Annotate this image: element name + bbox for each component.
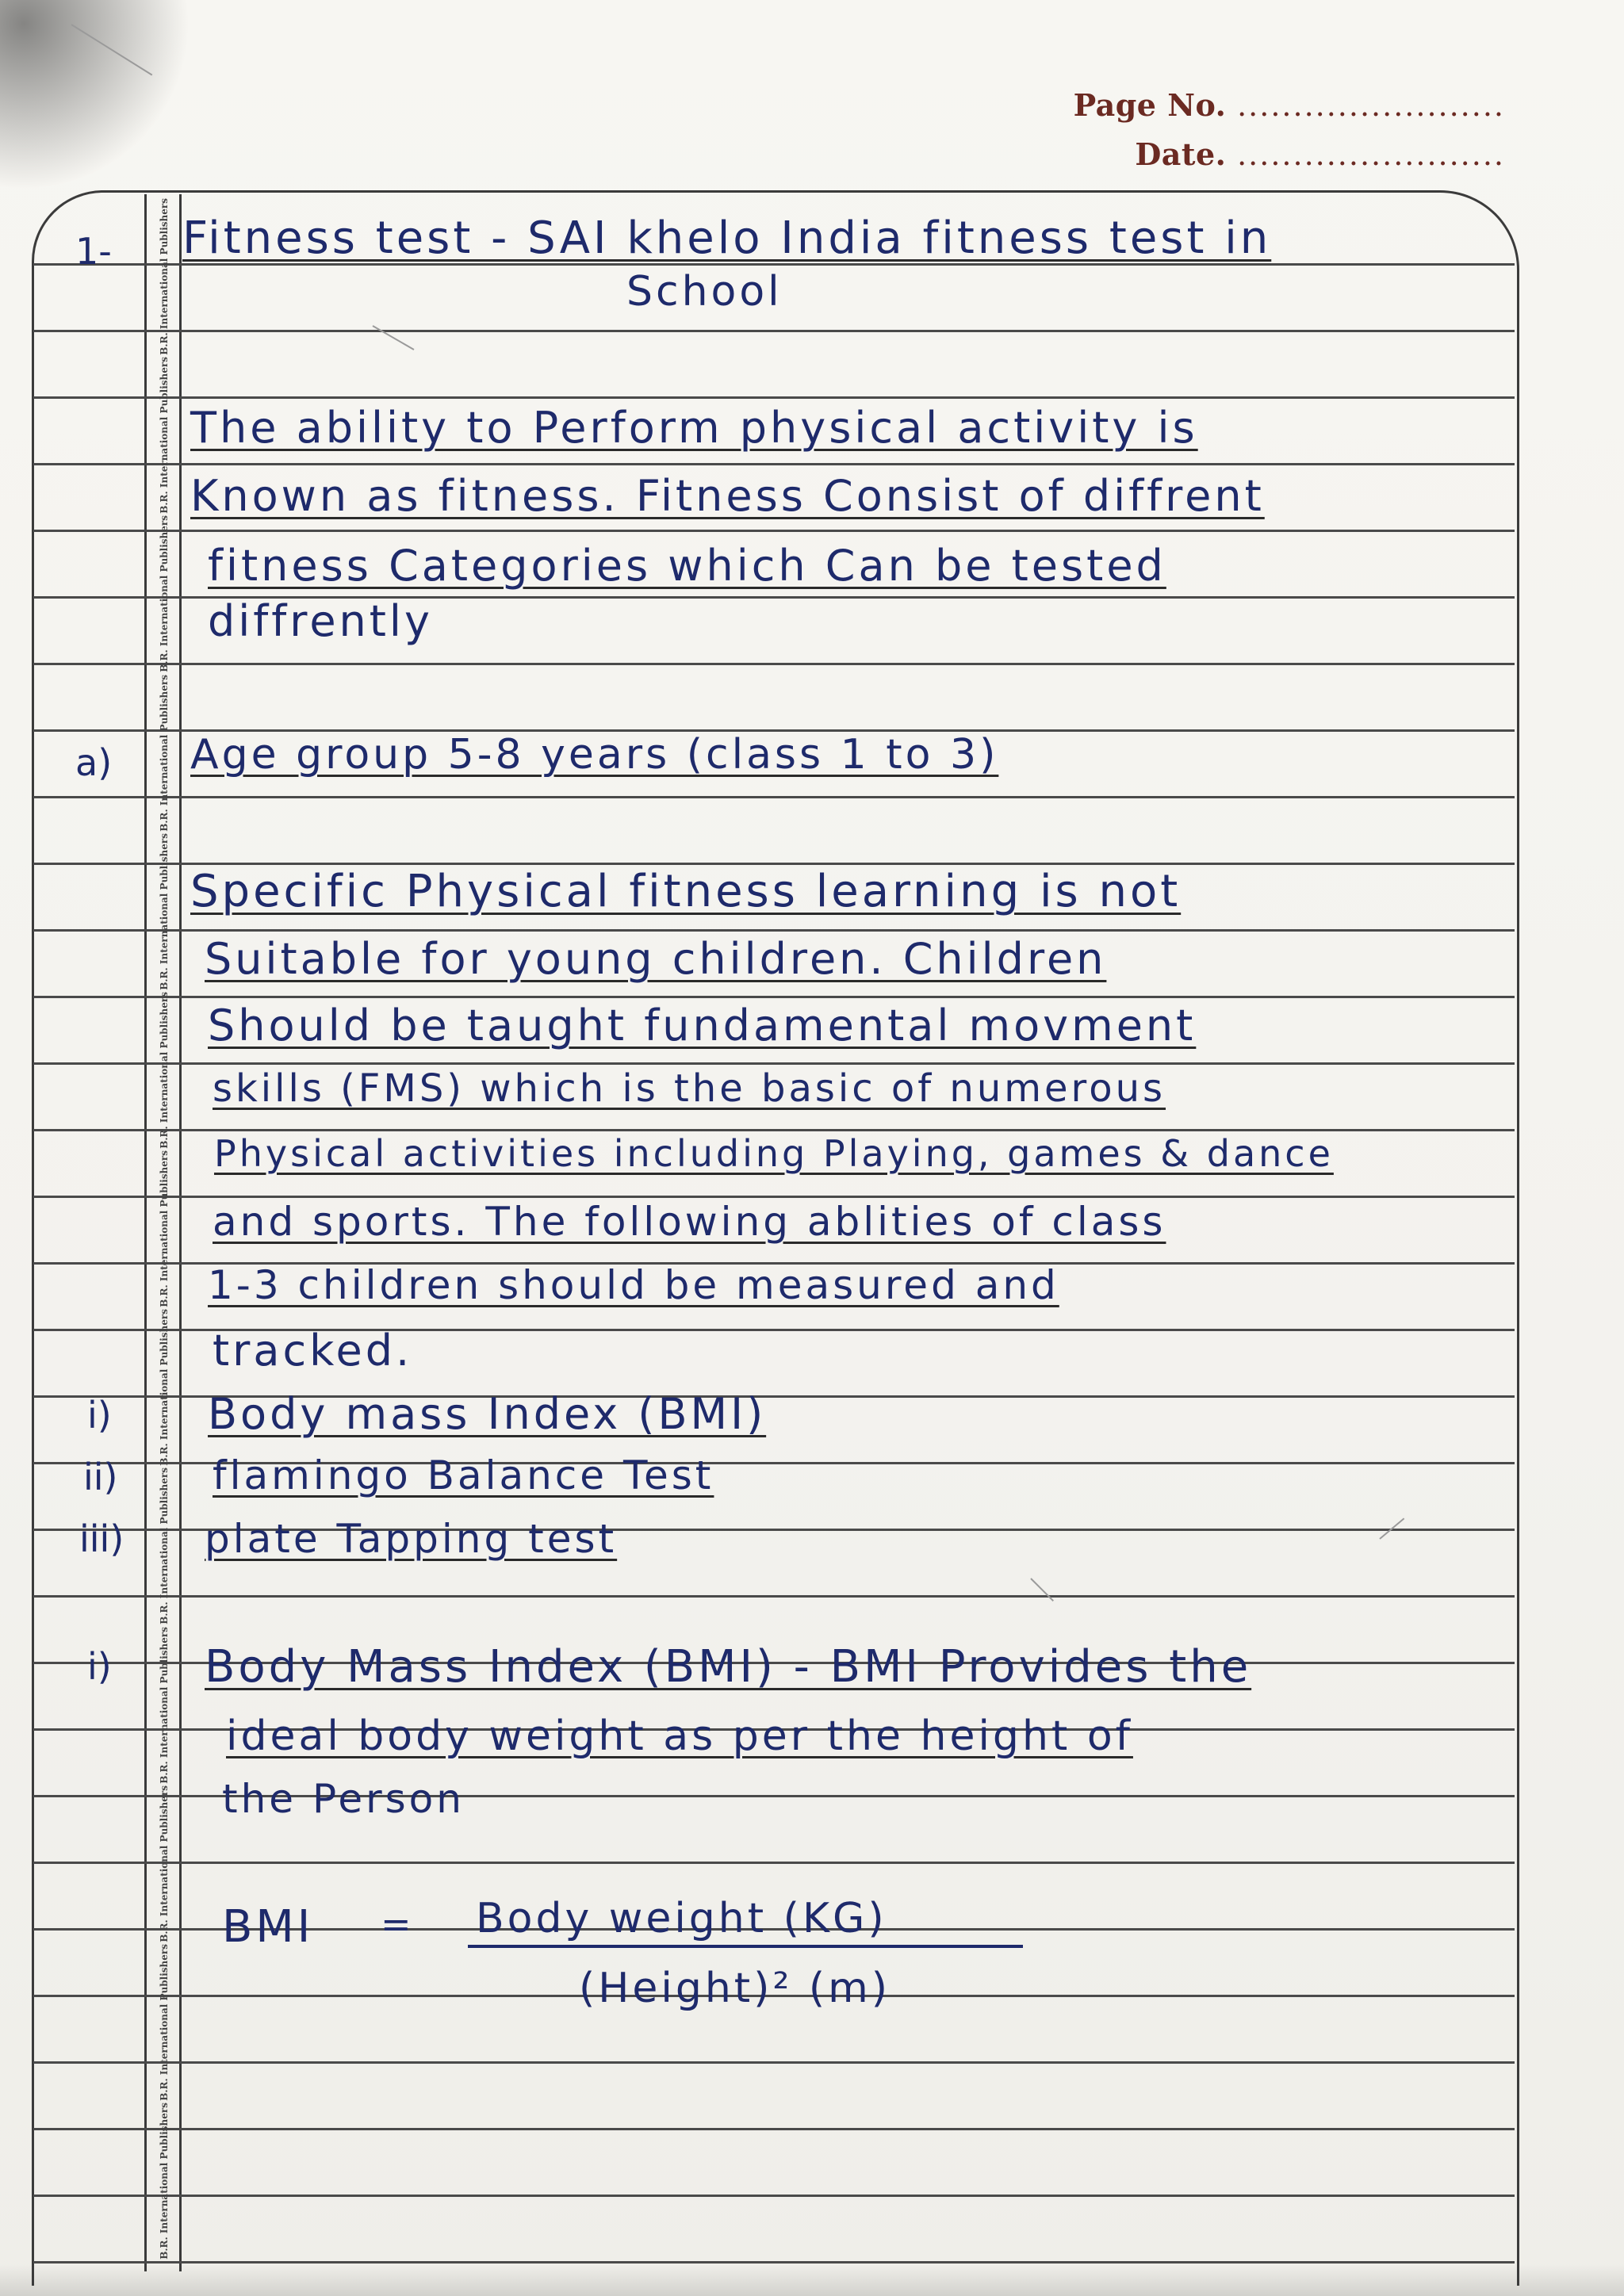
bmi-line: ideal body weight as per the height of	[226, 1712, 1133, 1760]
publisher-text: B.R. International Publishers	[159, 991, 170, 1149]
ruled-line	[33, 2195, 1515, 2197]
fraction-bar	[468, 1945, 1023, 1948]
test-label: i)	[87, 1394, 112, 1437]
question-number: 1-	[75, 230, 112, 273]
page-title-line2: School	[626, 268, 783, 316]
publisher-text: B.R. International Publishers	[159, 674, 170, 832]
intro-line: Known as fitness. Fitness Consist of diffrent	[190, 471, 1265, 521]
ruled-line	[33, 396, 1515, 399]
corner-shadow	[0, 0, 190, 190]
publisher-strip	[152, 198, 176, 2260]
ruled-line	[33, 863, 1515, 865]
publisher-text: B.R. International Publishers	[159, 2103, 170, 2260]
ruled-line	[33, 1595, 1515, 1598]
page-title: Fitness test - SAI khelo India fitness test in	[182, 212, 1272, 264]
publisher-text: B.R. International Publishers	[159, 1785, 170, 1942]
body-line: skills (FMS) which is the basic of numerous	[213, 1066, 1166, 1111]
publisher-text: B.R. International Publishers	[159, 1943, 170, 2101]
intro-line: fitness Categories which Can be tested	[208, 541, 1166, 591]
publisher-text: B.R. International Publishers	[159, 1309, 170, 1466]
ruled-line	[33, 1862, 1515, 1864]
bmi-line: the Person	[222, 1776, 465, 1822]
body-line: and sports. The following ablities of class	[213, 1199, 1166, 1245]
ruled-line	[33, 1196, 1515, 1198]
test-label: iii)	[79, 1517, 124, 1560]
body-line: tracked.	[213, 1326, 413, 1376]
test-item: plate Tapping test	[205, 1516, 618, 1562]
margin-line-right	[179, 194, 182, 2271]
page-no-field	[1074, 87, 1505, 123]
body-line: Suitable for young children. Children	[205, 934, 1107, 984]
ruled-line	[33, 530, 1515, 532]
page-no-dots: ........................	[1237, 88, 1505, 123]
formula-denominator: (Height)² (m)	[579, 1965, 891, 2012]
date-dots: ........................	[1237, 137, 1505, 172]
intro-line: diffrently	[208, 596, 433, 646]
formula-numerator: Body weight (KG)	[476, 1895, 887, 1942]
formula-lhs: BMI	[222, 1901, 314, 1953]
ruled-line	[33, 996, 1515, 998]
page-no-label: Page No.	[1073, 87, 1227, 123]
section-heading: Age group 5-8 years (class 1 to 3)	[190, 731, 999, 779]
ruled-line	[33, 929, 1515, 932]
ruled-line	[33, 330, 1515, 332]
publisher-text: B.R. International Publishers	[159, 1626, 170, 1784]
intro-line: The ability to Perform physical activity is	[190, 403, 1198, 453]
publisher-text: B.R. International Publishers	[159, 357, 170, 514]
ruled-line	[33, 1129, 1515, 1131]
body-line: Should be taught fundamental movment	[208, 1001, 1197, 1050]
ruled-line	[33, 463, 1515, 465]
ruled-line	[33, 2261, 1515, 2263]
date-label: Date.	[1135, 136, 1227, 172]
publisher-text: B.R. International Publishers	[159, 515, 170, 673]
ruled-line	[33, 2061, 1515, 2064]
date-field	[1135, 136, 1505, 172]
publisher-text: B.R. International Publishers	[159, 1150, 170, 1307]
formula-equals: =	[381, 1903, 415, 1946]
ruled-line	[33, 663, 1515, 665]
body-line: 1-3 children should be measured and	[208, 1262, 1059, 1308]
publisher-text: B.R. International Publishers	[159, 832, 170, 990]
bmi-label: i)	[87, 1645, 112, 1688]
test-label: ii)	[83, 1456, 118, 1498]
body-line: Specific Physical fitness learning is not	[190, 866, 1182, 917]
ruled-line	[33, 796, 1515, 798]
test-item: Body mass Index (BMI)	[208, 1389, 767, 1439]
margin-line-left	[144, 194, 147, 2271]
publisher-text: B.R. International Publishers	[159, 198, 170, 355]
publisher-text: B.R. International Publishers	[159, 1468, 170, 1625]
bmi-line: Body Mass Index (BMI) - BMI Provides the	[205, 1641, 1252, 1693]
section-label: a)	[75, 741, 113, 784]
body-line: Physical activities including Playing, games & dance	[214, 1132, 1334, 1175]
ruled-line	[33, 1062, 1515, 1065]
test-item: flamingo Balance Test	[213, 1452, 714, 1498]
ruled-line	[33, 2128, 1515, 2130]
